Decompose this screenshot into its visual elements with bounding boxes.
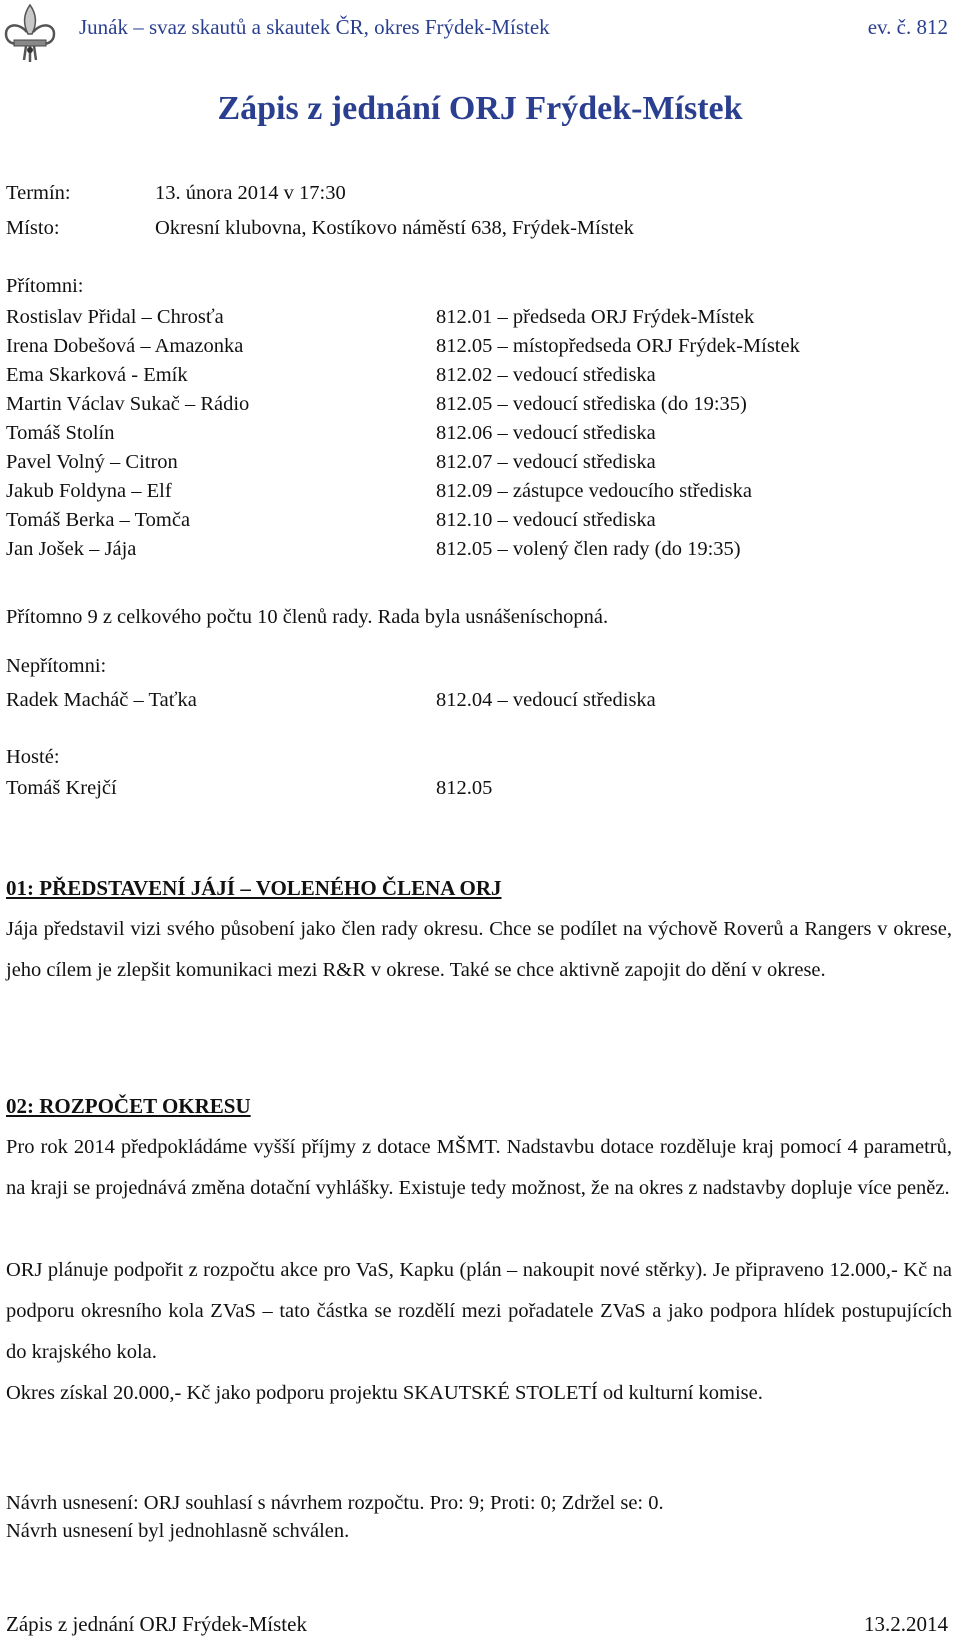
place-value: Okresní klubovna, Kostíkovo náměstí 638, Frýdek-Místek — [155, 217, 634, 239]
attendee-role: 812.05 – vedoucí střediska (do 19:35) — [436, 393, 747, 415]
footer-date: 13.2.2014 — [864, 1612, 948, 1636]
resolution-result: Návrh usnesení byl jednohlasně schválen. — [6, 1520, 350, 1542]
guest-name: Tomáš Krejčí — [6, 777, 117, 799]
section-2-paragraph-1: Pro rok 2014 předpokládáme vyšší příjmy z dotace MŠMT. Nadstavbu dotace rozděluje kraj pomocí 4 parametrů, na kraji se projednává změna dotační vyhlášky. Existuje tedy možnost, že na okres z nadstavby dopluje více peněz. — [6, 1136, 952, 1199]
date-label: Termín: — [6, 182, 71, 204]
attendee-name: Tomáš Stolín — [6, 422, 115, 444]
resolution-proposal: Návrh usnesení: ORJ souhlasí s návrhem rozpočtu. Pro: 9; Proti: 0; Zdržel se: 0. — [6, 1492, 664, 1514]
quorum-statement: Přítomno 9 z celkového počtu 10 členů rady. Rada byla usnášeníschopná. — [6, 606, 609, 628]
page-title: Zápis z jednání ORJ Frýdek-Místek — [217, 90, 743, 127]
attendee-name: Jakub Foldyna – Elf — [6, 480, 172, 502]
attendee-name: Rostislav Přidal – Chrosťa — [6, 306, 224, 328]
absent-label: Nepřítomni: — [6, 655, 107, 677]
attendee-role: 812.09 – zástupce vedoucího střediska — [436, 480, 752, 502]
absent-role: 812.04 – vedoucí střediska — [436, 689, 656, 711]
guest-role: 812.05 — [436, 777, 493, 799]
scout-lily-logo — [0, 2, 60, 64]
present-label: Přítomni: — [6, 275, 84, 297]
attendee-role: 812.02 – vedoucí střediska — [436, 364, 656, 386]
attendee-name: Martin Václav Sukač – Rádio — [6, 393, 250, 415]
section-heading-1: 01: PŘEDSTAVENÍ JÁJÍ – VOLENÉHO ČLENA ORJ — [6, 876, 502, 900]
attendee-name: Tomáš Berka – Tomča — [6, 509, 191, 531]
attendee-role: 812.01 – předseda ORJ Frýdek-Místek — [436, 306, 755, 328]
date-value: 13. února 2014 v 17:30 — [155, 182, 346, 204]
attendee-name: Pavel Volný – Citron — [6, 451, 178, 473]
attendee-name: Ema Skarková - Emík — [6, 364, 188, 386]
organization-name: Junák – svaz skautů a skautek ČR, okres Frýdek-Místek — [79, 15, 550, 39]
attendee-name: Irena Dobešová – Amazonka — [6, 335, 244, 357]
attendee-role: 812.05 – místopředseda ORJ Frýdek-Místek — [436, 335, 800, 357]
footer-title: Zápis z jednání ORJ Frýdek-Místek — [6, 1612, 307, 1636]
section-2-paragraph-2: ORJ plánuje podpořit z rozpočtu akce pro VaS, Kapku (plán – nakoupit nové stěrky). Je připraveno 12.000,- Kč na podporu okresního kola ZVaS – tato částka se rozdělí mezi pořadatele ZVaS a jako podpora hlídek postupujících do krajského kola. — [6, 1259, 952, 1363]
place-label: Místo: — [6, 217, 60, 239]
guests-label: Hosté: — [6, 746, 60, 768]
section-1-text: Jája představil vizi svého působení jako člen rady okresu. Chce se podílet na výchově Roverů a Rangers v okrese, jeho cílem je zlepšit komunikaci mezi R&R v okrese. Také se chce aktivně zapojit do dění v okrese. — [6, 918, 952, 981]
attendee-role: 812.07 – vedoucí střediska — [436, 451, 656, 473]
registration-number: ev. č. 812 — [867, 15, 948, 39]
attendee-name: Jan Jošek – Jája — [6, 538, 137, 560]
attendee-role: 812.05 – volený člen rady (do 19:35) — [436, 538, 741, 560]
attendee-role: 812.06 – vedoucí střediska — [436, 422, 656, 444]
section-heading-2: 02: ROZPOČET OKRESU — [6, 1094, 251, 1118]
absent-name: Radek Macháč – Taťka — [6, 689, 197, 711]
attendee-role: 812.10 – vedoucí střediska — [436, 509, 656, 531]
section-2-paragraph-3: Okres získal 20.000,- Kč jako podporu projektu SKAUTSKÉ STOLETÍ od kulturní komise. — [6, 1382, 763, 1404]
